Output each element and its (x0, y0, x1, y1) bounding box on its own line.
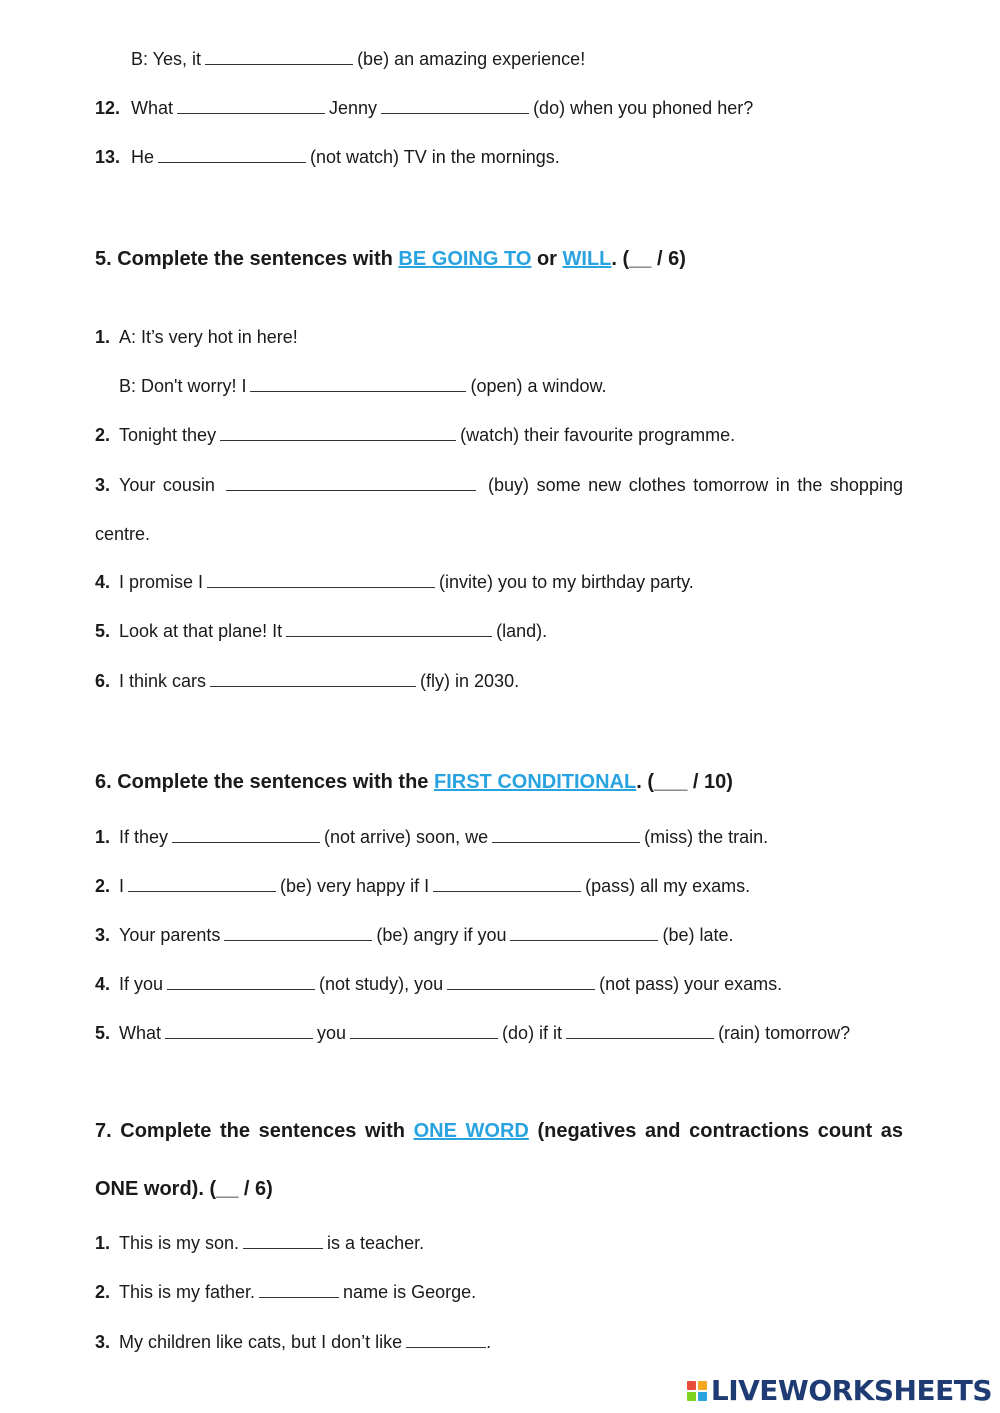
answer-blank[interactable] (447, 973, 595, 990)
s6-question-4: 4. If you (not study), you (not pass) your exams. (95, 974, 783, 994)
s6-question-2: 2. I (be) very happy if I (pass) all my exams. (95, 876, 751, 896)
section-7-heading-line-2: ONE word). (__ / 6) (95, 1178, 273, 1200)
answer-blank[interactable] (226, 474, 476, 491)
answer-blank[interactable] (205, 48, 353, 65)
logo-mark-icon (687, 1381, 707, 1401)
logo-text: LIVEWORKSHEETS (710, 1374, 992, 1407)
s7-question-3: 3. My children like cats, but I don’t like . (95, 1332, 492, 1352)
question-13: 13. He (not watch) TV in the mornings. (95, 147, 560, 167)
answer-blank[interactable] (259, 1281, 339, 1298)
answer-blank[interactable] (492, 826, 640, 843)
section-5-heading: 5. Complete the sentences with BE GOING TO or WILL. (__ / 6) (95, 248, 686, 270)
s5-question-4: 4. I promise I (invite) you to my birthday party. (95, 572, 694, 592)
s5-question-1a: 1. A: It’s very hot in here! (95, 327, 298, 347)
s5-question-3: 3. Your cousin (buy) some new clothes tomorrow in the shopping (95, 475, 903, 495)
s5-question-6: 6. I think cars (fly) in 2030. (95, 671, 520, 691)
s5-question-5: 5. Look at that plane! It (land). (95, 621, 548, 641)
answer-blank[interactable] (243, 1232, 323, 1249)
answer-blank[interactable] (207, 571, 435, 588)
answer-blank[interactable] (220, 424, 456, 441)
answer-blank[interactable] (172, 826, 320, 843)
answer-blank[interactable] (350, 1022, 498, 1039)
s5-question-3-continued: centre. (95, 524, 151, 544)
s5-question-1b: B: Don't worry! I (open) a window. (119, 376, 607, 396)
section-7-heading: 7. Complete the sentences with ONE WORD (negatives and contractions count as (95, 1120, 903, 1142)
s6-question-5: 5. What you (do) if it (rain) tomorrow? (95, 1023, 851, 1043)
answer-blank[interactable] (286, 620, 492, 637)
question-11-b-line: B: Yes, it (be) an amazing experience! (131, 49, 586, 69)
answer-blank[interactable] (165, 1022, 313, 1039)
answer-blank[interactable] (128, 875, 276, 892)
answer-blank[interactable] (250, 375, 466, 392)
answer-blank[interactable] (210, 670, 416, 687)
question-12: 12. What Jenny (do) when you phoned her? (95, 98, 754, 118)
answer-blank[interactable] (566, 1022, 714, 1039)
answer-blank[interactable] (510, 924, 658, 941)
s6-question-1: 1. If they (not arrive) soon, we (miss) the train. (95, 827, 769, 847)
liveworksheets-logo[interactable] (687, 1374, 992, 1407)
answer-blank[interactable] (406, 1331, 486, 1348)
answer-blank[interactable] (433, 875, 581, 892)
answer-blank[interactable] (381, 97, 529, 114)
s6-question-3: 3. Your parents (be) angry if you (be) late. (95, 925, 734, 945)
answer-blank[interactable] (167, 973, 315, 990)
s5-question-2: 2. Tonight they (watch) their favourite programme. (95, 425, 736, 445)
s7-question-2: 2. This is my father. name is George. (95, 1282, 477, 1302)
answer-blank[interactable] (177, 97, 325, 114)
s7-question-1: 1. This is my son. is a teacher. (95, 1233, 425, 1253)
section-6-heading: 6. Complete the sentences with the FIRST CONDITIONAL. (___ / 10) (95, 771, 733, 793)
answer-blank[interactable] (158, 146, 306, 163)
answer-blank[interactable] (224, 924, 372, 941)
